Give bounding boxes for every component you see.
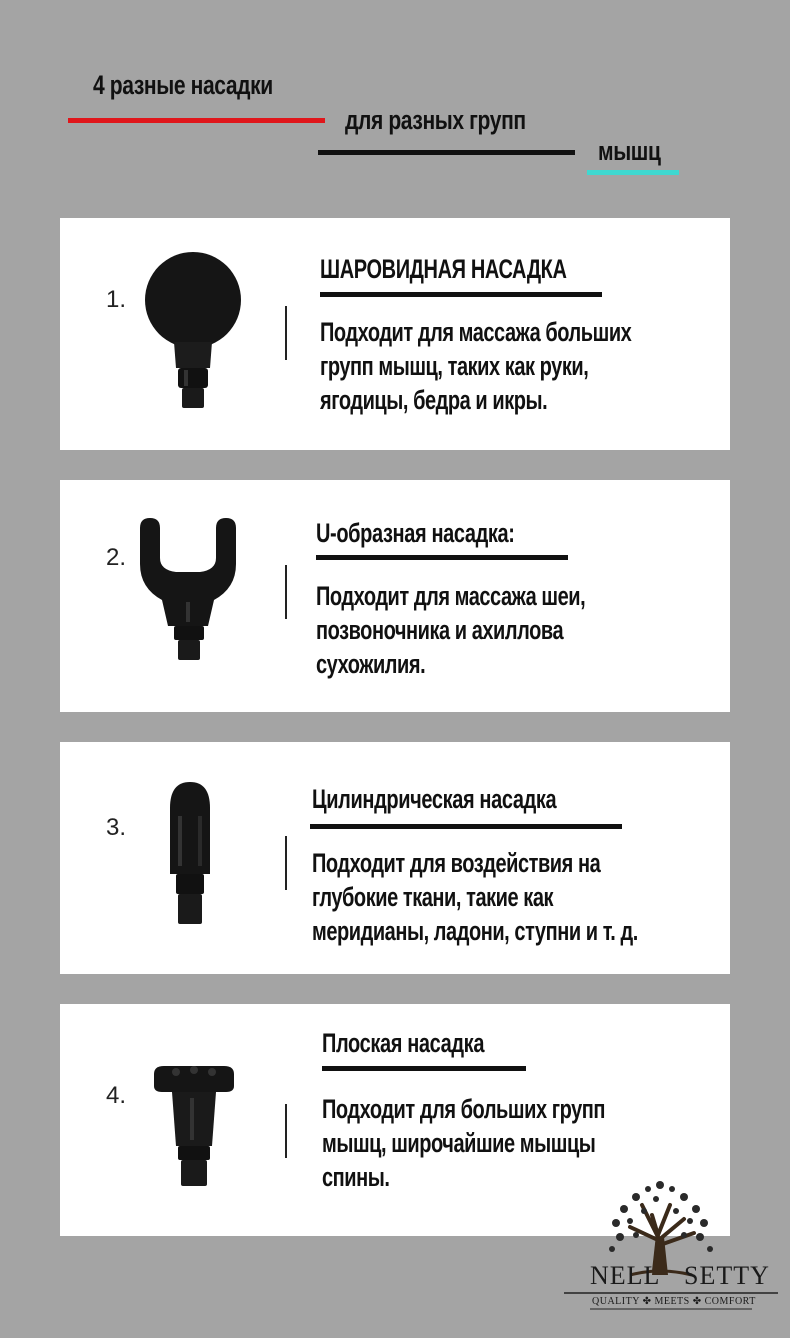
header-line-2: для разных групп: [345, 105, 526, 135]
header-underline-black: [318, 150, 575, 155]
desc-line: спины.: [322, 1162, 390, 1192]
card-divider: [285, 565, 287, 619]
card-title: Цилиндрическая насадка: [312, 784, 557, 814]
card-title-underline: [310, 824, 622, 829]
card-description: [312, 846, 638, 948]
attachment-card-ball: [60, 218, 730, 450]
brand-logo: [560, 1175, 782, 1325]
attachment-card-u: [60, 480, 730, 712]
desc-line: Подходит для больших групп: [322, 1094, 606, 1124]
card-description: [316, 579, 585, 681]
card-title-underline: [320, 292, 602, 297]
logo-name-left: NELL: [590, 1261, 661, 1290]
flat-head-icon: [150, 1064, 240, 1190]
card-description: [320, 315, 631, 417]
header-line-1: 4 разные насадки: [93, 70, 273, 100]
card-divider: [285, 306, 287, 360]
desc-line: сухожилия.: [316, 649, 426, 679]
desc-line: мышц, широчайшие мышцы: [322, 1128, 596, 1158]
header-line-3: мышц: [598, 136, 661, 166]
logo-tagline: QUALITY ✤ MEETS ✤ COMFORT: [592, 1296, 756, 1307]
bullet-head-icon: [158, 782, 228, 928]
header-underline-cyan: [587, 170, 679, 175]
card-title-underline: [316, 555, 568, 560]
card-divider: [285, 1104, 287, 1158]
desc-line: ягодицы, бедра и икры.: [320, 385, 548, 415]
desc-line: групп мышц, таких как руки,: [320, 351, 589, 381]
card-number: 4.: [106, 1082, 127, 1109]
attachment-card-cylinder: [60, 742, 730, 974]
desc-line: Подходит для воздействия на: [312, 848, 601, 878]
desc-line: позвоночника и ахиллова: [316, 615, 564, 645]
desc-line: Подходит для массажа больших: [320, 317, 632, 347]
logo-name-right: SETTY: [684, 1261, 770, 1290]
desc-line: Подходит для массажа шеи,: [316, 581, 586, 611]
card-title: Плоская насадка: [322, 1028, 485, 1058]
header-underline-red: [68, 118, 325, 123]
desc-line: глубокие ткани, такие как: [312, 882, 554, 912]
card-title: ШАРОВИДНАЯ НАСАДКА: [320, 254, 567, 284]
card-number: 3.: [106, 814, 127, 841]
desc-line: меридианы, ладони, ступни и т. д.: [312, 916, 638, 946]
ball-head-icon: [140, 250, 250, 412]
card-number: 2.: [106, 544, 127, 571]
u-head-icon: [136, 518, 246, 664]
card-number: 1.: [106, 286, 127, 313]
card-divider: [285, 836, 287, 890]
card-title-underline: [322, 1066, 526, 1071]
card-title: U-образная насадка:: [316, 518, 515, 548]
